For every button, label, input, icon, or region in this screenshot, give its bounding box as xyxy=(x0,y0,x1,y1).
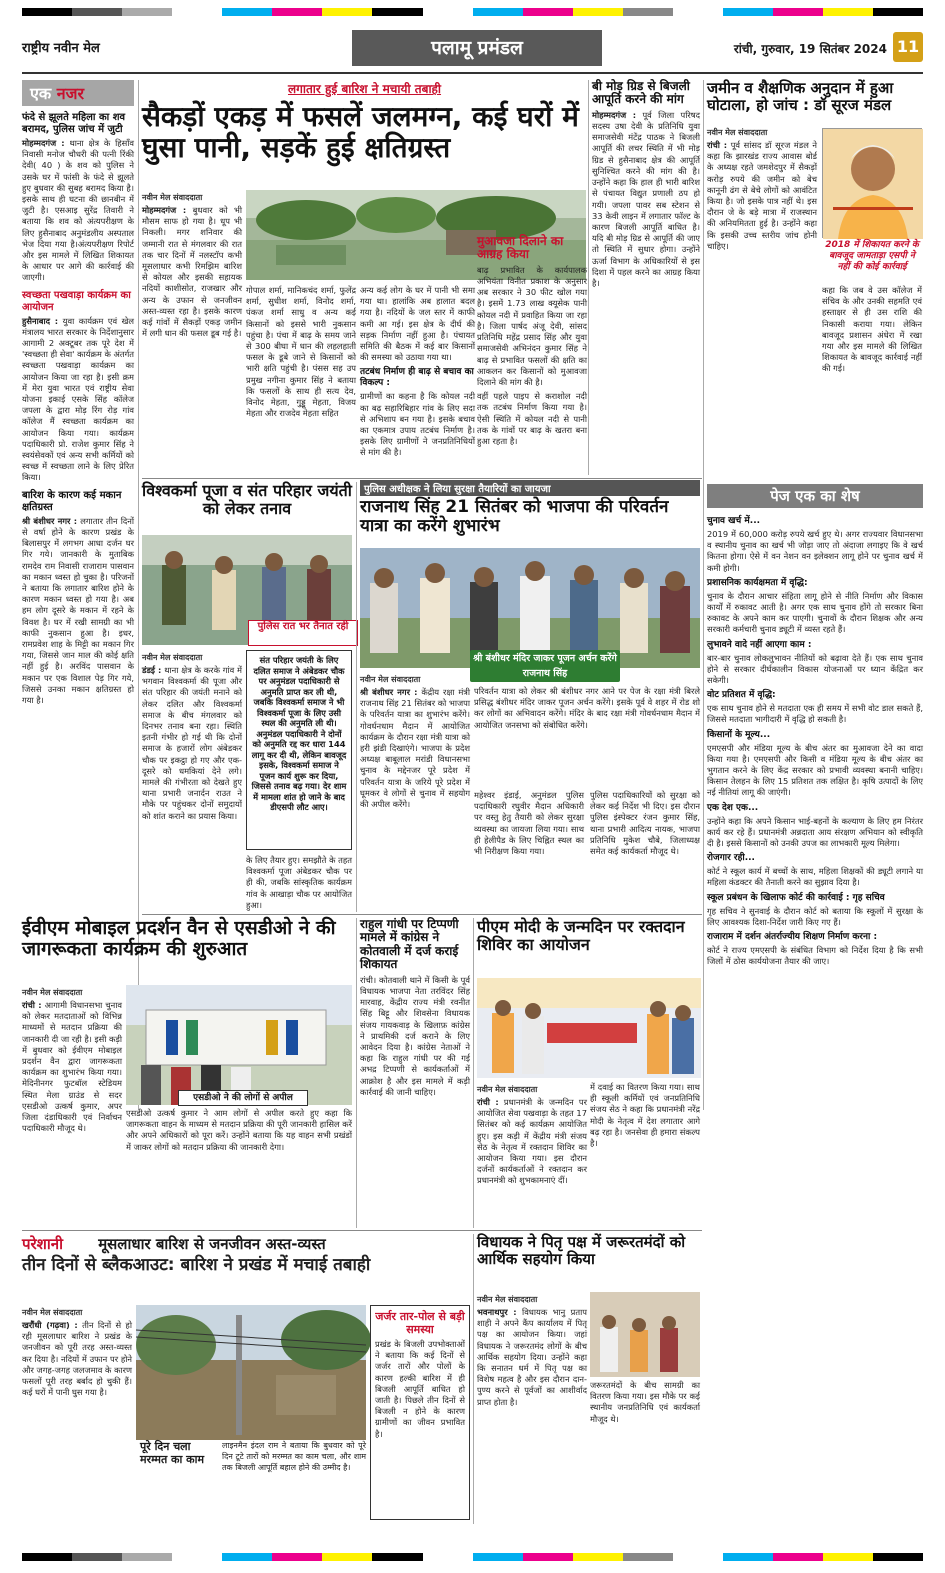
shesh-section-title: लुभावने वादे नहीं आएगा काम : xyxy=(707,639,812,650)
shesh-section-body: 2019 में 60,000 करोड़ रुपये खर्च हुए थे। अगर राज्यवार विधानसभा व स्थानीय चुनाव का खर्च भी जोड़ा जाए तो अंदाजा लगाइए कि वे खर्च कितना होगा। ऐसे में वन नेशन वन इलेक्शन लागू होने पर चुनाव खर्च में कमी होगी। xyxy=(707,529,923,573)
page-ek-shesh-banner: पेज एक का शेष xyxy=(707,484,923,508)
shesh-section-body: एमएसपी और मंडिया मूल्य के बीच अंतर का मुआवजा देने का वादा किया गया है। एमएसपी और किसी व मंडिया मूल्य के बीच अंतर का भुगतान करने के लिए केंद्र सरकार को प्रभावी व्यवस्था बनानी चाहिए। किसान तेलहन के लिए 15 प्रतिशत तक लक्षित है। कृषि उत्पादों के लिए नई नीतियां लागू की जाएंगी। xyxy=(707,742,923,798)
pareshani-kicker: मूसलाधार बारिश से जनजीवन अस्त-व्यस्त xyxy=(98,1235,326,1253)
shesh-section-title: एक देश एक... xyxy=(707,802,759,813)
vishwakarma-col-1: नवीन मेल संवाददाता डंडई : थाना क्षेत्र के करके गांव में भगवान विश्वकर्मा की पूजा और संत परिहार की जयंती मनाने को लेकर दलित और विश्वकर्मा समाज के बीच मंगलवार को दिनभर तनाव बना रहा। स्थिति इतनी गंभीर हो गई थी कि दोनों समाज के हजारों लोग अंबेडकर चौक पर इकट्ठा हो गए और एक-दूसरे को धमकियां देने लगे। मामले की गंभीरता को देखते हुए थाना प्रभारी जनार्दन राउत ने मौके पर पहुंचकर दोनों समुदायों को शांत कराने का प्रयास किया। xyxy=(142,653,242,821)
vishwakarma-col-2: के लिए तैयार हुए। समझौते के तहत विश्वकर्मा पूजा अंबेडकर चौक पर ही की, जबकि सांस्कृतिक कार्यक्रम गांव के आखाड़ा चौक पर आयोजित हुआ। xyxy=(246,855,352,910)
suraj-mandal-photo xyxy=(822,128,922,238)
ek-nazar-body-1: मोहम्मदगंज : थाना क्षेत्र के हिसाँव निवासी मनोज चौधरी की पत्नी रिंकी देवी( 40 ) के शव को पुलिस ने उसके घर में फांसी के फंदे से झूलते हुए बुधवार की सुबह बरामद किया है। इसके साथ ही घटना की छानबीन में जुटी है। एसआइ सुरेंद्र तिवारी ने बताया कि शव को अंत्यपरीक्षण के लिए हुसैनाबाद अनुमंडलीय अस्पताल भेज दिया गया है।अंत्यपरीक्षण रिपोर्ट और इस मामले में लिखित शिकायत के आधार पर आगे की कार्रवाई की जाएगी। xyxy=(22,138,134,283)
shesh-section-body: गृह सचिव ने सुनवाई के दौरान कोर्ट को बताया कि स्कूलों में सुरक्षा के लिए आवश्यक दिशा-निर्देश जारी किए गए हैं। xyxy=(707,905,923,927)
ek-nazar-label: एक नजर xyxy=(22,80,134,106)
modi-col-2: में दवाई का वितरण किया गया। साथ ही स्कूली कर्मियों एवं जनप्रतिनिधि संजय सेठ ने कहा कि प्रधानमंत्री नरेंद्र मोदी के नेतृत्व में देश लगातार आगे बढ़ रहा है। जनसेवा ही हमारा संकल्प है। xyxy=(590,1082,700,1149)
shesh-section-title: प्रशासनिक कार्यक्षमता में वृद्धि: xyxy=(707,577,808,588)
rajnath-headline-block: पुलिस अधीक्षक ने लिया सुरक्षा तैयारियों का जायजा राजनाथ सिंह 21 सितंबर को भाजपा की परिवर्तन यात्रा का करेंगे शुभारंभ xyxy=(360,480,700,550)
jamin-story: जमीन व शैक्षणिक अनुदान में हुआ घोटाला, हो जांच : डॉ सूरज मंडल xyxy=(707,79,894,114)
shesh-section-body: कोर्ट ने स्कूल कार्य में बच्चों के साथ, महिला शिक्षकों की ड्यूटी लगाने या महिला कंडक्टर की तैनाती करने का सुझाव दिया है। xyxy=(707,866,923,888)
shesh-section-body: एक साथ चुनाव होने से मतदाता एक ही समय में सभी वोट डाल सकते हैं, जिससे मतदाता भागीदारी में वृद्धि हो सकती है। xyxy=(707,703,923,725)
modi-col-1: नवीन मेल संवाददाता रांची : प्रधानमंत्री के जन्मदिन पर आयोजित सेवा पखवाड़ा के तहत 17 सितंबर को कई कार्यक्रम आयोजित हुए। इस कड़ी में केंद्रीय मंत्री संजय सेठ के नेतृत्व में रक्तदान शिविर का आयोजन किया गया। इस दौरान दर्जनों कार्यकर्ताओं ने रक्तदान कर प्रधानमंत्री को शुभकामनाएं दीं। xyxy=(477,1085,588,1186)
ek-nazar-body-2: हुसैनाबाद : युवा कार्यक्रम एवं खेल मंत्रालय भारत सरकार के निर्देशानुसार आगामी 2 अक्टूबर तक पूरे देश में 'स्वच्छता ही सेवा' कार्यक्रम के अंतर्गत स्वच्छता पखवाड़ा कार्यक्रम का आयोजन किया जा रहा है। इसी क्रम में मेरा युवा भारत एवं राष्ट्रीय सेवा योजना इकाई एसके सिंह कॉलेज जपला के द्वारा मोड़ रिंग रोड़ गांव कॉलेज मैं स्वच्छता कार्यक्रम का आयोजन किया गया। कार्यक्रम पदाधिकारी प्रो. राजेश कुमार सिंह ने स्वयंसेवकों एवं अन्य सभी कर्मियों को स्वच्छ में स्वच्छता लाने के लिए प्रेरित किया। xyxy=(22,315,134,483)
rajnath-col-3: महेश्वर इंडाई, अनुमंडल पुलिस पदाधिकारी रघुवीर मैदान अधिकारी पर वस्तु हेतु तैयारी को लेकर सुरक्षा व्यवस्था का जायजा लिया गया। साथ ही हेलीपैड के लिए चिह्नित स्थल का भी निरीक्षण किया गया। xyxy=(474,790,584,857)
shesh-section-title: रोजगार रही... xyxy=(707,853,755,864)
dateline: रांची, गुरुवार, 19 सितंबर 2024 xyxy=(733,42,887,56)
vidhayak-photo xyxy=(590,1292,700,1377)
ek-nazar-body-3: श्री बंशीधर नगर : लगातार तीन दिनों से वर्षा होने के कारण प्रखंड के बिलासपुर में लगभग आधा दर्जन घर गिर गये। जानकारी के मुताबिक रामदेव राम निवासी राजाराम पासवान का मकान ध्वस्त हो चुका है। परिजनों ने बताया कि लगातार बारिश होने के कारण मकान ध्वस्त हो गया है। अब हम लोग दूसरे के मकान में रहने के विवश है। घर में रखी सामग्री का भी काफी नुकसान हुआ है। इधर, रामप्रवेश शाह के मिट्टी का मकान गिर गया, जिससे जान माल की कोई क्षति नहीं हुई है। अरविंद पासवान के मकान पर एक विशाल पेड़ गिर गये, जिससे उनका मकान क्षतिग्रस्त हो गया है। xyxy=(22,515,135,705)
vidhayak-headline: विधायक ने पितृ पक्ष में जरूरतमंदों को आर्थिक सहयोग किया xyxy=(477,1233,686,1268)
evm-headline: ईवीएम मोबाइल प्रदर्शन वैन से एसडीओ ने की जागरूकता कार्यक्रम की शुरुआत xyxy=(22,917,336,961)
pareshani-photo-note: लाइनमैन इंदल राम ने बताया कि बुधवार को पूरे दिन टूटे तारों को मरम्मत का काम चला, और शाम तक बिजली आपूर्ति बहाल होने की उम्मीद है। xyxy=(222,1441,366,1473)
evm-photo xyxy=(126,985,352,1105)
shesh-section-body: बार-बार चुनाव लोकलुभावन नीतियों को बढ़ावा देते हैं। एक साथ चुनाव होने से सरकार दीर्घकालीन विकास योजनाओं पर ध्यान केंद्रित कर सकेगी। xyxy=(707,652,923,686)
lead-col-3: अन्य कई लोग के घर में पानी भी समा गया था। हालांकि अब हालात बदल गया है। नदियों के जल स्तर में काफी कमी आ गई। इस क्षेत्र के दीर्घ की सड़क निर्माण नहीं हुआ है। पंचायत समिति की बैठक में कई बार किसानों की समस्या को उठाया गया था। तटबंध निर्माण ही बाढ़ से बचाव का विकल्प : ग्रामीणों का कहना है कि कोयल नदी का बढ़ सहारिबिहार गांव के लिए सदा से अभिशाप बन गया है। इसके बचाव का एकमात्र उपाय तटबंध निर्माण है। इसके लिए ग्रामीणों ने जनप्रतिनिधियों से मांग की है। xyxy=(360,285,475,458)
shesh-section-title: वोट प्रतिशत में वृद्धि: xyxy=(707,690,776,701)
vishwakarma-caption-box: पुलिस रात भर तैनात रही xyxy=(248,620,358,646)
vidhayak-col-2: जरूरतमंदों के बीच सामग्री का वितरण किया गया। इस मौके पर कई स्थानीय जनप्रतिनिधि एवं कार्यकर्ता मौजूद थे। xyxy=(590,1380,700,1424)
pareshani-headline-block xyxy=(22,1234,467,1304)
shesh-section-title: चुनाव खर्च में... xyxy=(707,516,761,526)
evm-col-1: नवीन मेल संवाददाता रांची : आगामी विधानसभा चुनाव को लेकर मतदाताओं को विभिन्न माध्यमों से मतदान प्रक्रिया की जानकारी दी जा रही है। इसी कड़ी में बुधवार को ईवीएम मोबाइल प्रदर्शन वैन द्वारा जागरूकता कार्यक्रम का शुभारंभ किया गया। मेदिनीनगर फुटबॉल स्टेडियम स्थित मेला ग्राउंड से सदर एसडीओ उत्कर्ष कुमार, अपर जिला दंडाधिकारी एवं निर्वाचन पदाधिकारी मौजूद थे। xyxy=(22,988,123,1134)
pareshani-headline: तीन दिनों से ब्लैकआउट: बारिश ने प्रखंड में मचाई तबाही xyxy=(22,1255,371,1275)
bijli-story: बी मोड़ ग्रिड से बिजली आपूर्ति करने की मांग मोहम्मदगंज : पूर्व जिला परिषद सदस्य उषा देवी के प्रतिनिधि युवा समाजसेवी मंटेंद्र पाठक ने बिजली आपूर्ति की लचर स्थिति में भी मोड़ ग्रिड से हुसैनाबाद क्षेत्र की आपूर्ति सुनिश्चित करने की मांग की है। उन्होंने कहा कि हाल ही भारी बारिश से पंचायत विद्युत प्रणाली ठप हो गयी। जपला पावर सब स्टेशन से 33 केवी लाइन में लगातार फॉल्ट के कारण बिजली आपूर्ति बाधित है। यदि बी मोड़ ग्रिड से आपूर्ति की जाए तो स्थिति में सुधार होगा। उन्होंने ऊर्जा विभाग के अधिकारियों से इस दिशा में पहल करने का आग्रह किया है। xyxy=(592,79,700,288)
modi-photo xyxy=(477,978,701,1078)
registration-bar-top xyxy=(22,8,923,16)
lead-headline: सैकड़ों एकड़ में फसलें जलमग्न, कई घरों में घुसा पानी, सड़कें हुई क्षतिग्रस्त xyxy=(142,100,579,165)
pareshani-col-1: नवीन मेल संवाददाता खरौंधी (गढ़वा) : तीन दिनों से हो रही मूसलाधार बारिश ने प्रखंड के जनजीवन को पूरी तरह अस्त-व्यस्त कर दिया है। नदियों में उफान पर होने और जगह-जगह जलजमाव के कारण फसलों पूरी तरह बर्बाद हो चुकी हैं। कई घरों में पानी घुस गया है। xyxy=(22,1308,132,1398)
lead-kicker: लगातार हुई बारिश ने मचायी तबाही xyxy=(287,82,442,96)
rajnath-col-4: पुलिस पदाधिकारियों को सुरक्षा को लेकर कई निर्देश भी दिए। इस दौरान पुलिस इंस्पेक्टर रंजन कुमार सिंह, थाना प्रभारी आदित्य नायक, भाजपा प्रतिनिधि मुकेश चौबे, जिलाध्यक्ष समेत कई कार्यकर्ता मौजूद थे। xyxy=(590,790,700,857)
muaavza-story: मुआवजा दिलाने का आग्रह किया बाढ़ प्रभावित के कार्यपालक अभियंता विनीत प्रकाश के अनुसार अब सरकार ने 30 फीट खोल गया है। इसमें 1.73 लाख क्यूसेक पानी कोयल नदी में प्रवाहित किया जा रहा है। जिला पार्षद अंजू देवी, सांसद प्रतिनिधि महेंद्र प्रसाद सिंह और युवा समाजसेवी अभिनंदन कुमार सिंह ने बाढ़ से प्रभावित फसलों की क्षति का आकलन कर किसानों को मुआवजा दिलाने की मांग की है। वहीं पहले पाइप से कराशोल नदी तक तटबंध निर्माण किया गया है। ऐसी स्थिति में कोयल नदी से पानी तक के गांवों पर बाढ़ के खतरा बना हुआ रहता है। xyxy=(477,234,587,446)
rajnath-col-1: नवीन मेल संवाददाता श्री बंशीधर नगर : केंद्रीय रक्षा मंत्री राजनाथ सिंह 21 सितंबर को भाजपा के परिवर्तन यात्रा का शुभारंभ करेंगे। गोवर्धनधाम मैदान में आयोजित कार्यक्रम के दौरान रक्षा मंत्री यात्रा को हरी झंडी दिखाएंगे। भाजपा के प्रदेश अध्यक्ष बाबूलाल मरांडी विधानसभा चुनाव के मद्देनजर पूरे प्रदेश में परिवर्तन यात्रा के जरिये पूरे प्रदेश में घूमकर वे लोगों से चुनाव में सहयोग की अपील करेंगे। xyxy=(360,675,471,810)
shesh-section-title: स्कूल प्रबंधन के खिलाफ कोर्ट की कार्रवाई : गृह सचिव xyxy=(707,892,885,903)
shesh-section-title: राजाराम में दर्शन अंतर्राज्यीय शिक्षण निर्माण करना : xyxy=(707,932,878,943)
page-ek-shesh-body xyxy=(707,512,923,1522)
jamin-col-1: नवीन मेल संवाददाता रांची : पूर्व सांसद डॉ सूरज मंडल ने कहा कि झारखंड राज्य आवास बोर्ड के अध्यक्ष रहते जमशेदपुर में सैकड़ों करोड़ रुपये की जमीन को बेच कानूनी ढंग से बेचे लोगों को आवंटित किया है। जो इसके पात्र नहीं थे। इस दौरान जे के बड़े मात्रा में राजस्थान की अनियमितता हुई है। उन्होंने कहा कि इसकी उच्च स्तरीय जांच होनी चाहिए। xyxy=(707,128,818,251)
masthead xyxy=(22,30,923,74)
pareshani-label: परेशानी xyxy=(22,1235,63,1253)
ek-nazar-title-3: बारिश के कारण कई मकान क्षतिग्रस्त xyxy=(22,489,122,513)
lead-col-1: नवीन मेल संवाददाता मोहम्मदगंज : बुधवार को भी मौसम साफ हो गया है। धूप भी निकली। मगर शनिवार की जम्मानी रात से मंगलवार की रात तक चार दिनों में नलस्टॉप कभी मूसलाधार कभी रिमझिम बारिश से कोयल और इसकी सहायक नदियों काशीसोत, राजखार और अन्य के उफान से जनजीवन अस्त-व्यस्त रहा है। इसके कारण कई गांवों में सैकड़ों एकड़ जमीन में लगी धान की फसल डूब गई है। xyxy=(142,193,242,339)
jamin-col-2: कहा कि जब वे उस कॉलेज में संचिव के और उनकी सहमति एवं हस्ताक्षर से ही उस राशि की निकासी कराया गया। लेकिन बावजूद प्रशासन अंधेरा में रखा गया और इस मामले की लिखित शिकायत के बावजूद कार्रवाई नहीं की गई। xyxy=(822,285,922,374)
ek-nazar-title-1: फंदे से झूलते महिला का शव बरामद, पुलिस जांच में जुटी xyxy=(22,112,126,135)
jamin-caption: 2018 में शिकायत करने के बावजूद जामताड़ा एसपी ने नहीं की कोई कार्रवाई xyxy=(825,240,919,272)
registration-bar-bottom xyxy=(22,1553,923,1561)
shesh-section-title: किसानों के मूल्य... xyxy=(707,729,771,740)
lead-col-2: गोपाल शर्मा, मानिकचंद शर्मा, फुलेंद्र शर्मा, सुधीश शर्मा, विनोद शर्मा, पंकज शर्मा साधु व अन्य कई किसानों को इससे भारी नुकसान पहुंचा है। पंचा में बाढ़ के समय जाने से 300 बीघा में धान की लहलहाती फसल के डूबे जाने से किसानों को भारी क्षति पहुंची है। पंसस सह उप प्रमुख नगीना कुमार सिंह ने बताया कि फसलों के साथ ही सत्य देव, विनोद मेहता, गुड्डू मेहता, विजय मेहता और राजदेव मेहता सहित xyxy=(246,285,356,419)
shesh-section-body: कोर्ट ने राज्य एमएसपी के संबंधित विभाग को निर्देश दिया है कि सभी जिलों में ठोस कार्ययोजना तैयार की जाए। xyxy=(707,945,923,967)
section-title: पलामू प्रमंडल xyxy=(352,30,602,66)
page-number: 11 xyxy=(893,32,923,62)
pareshani-box: जर्जर तार-पोल से बड़ी समस्या प्रखंड के बिजली उपभोक्ताओं ने बताया कि कई दिनों से जर्जर तारों और पोलों के कारण हल्की बारिश में ही बिजली आपूर्ति बाधित हो जाती है। पिछले तीन दिनों से बिजली न होने के कारण ग्रामीणों का जीवन प्रभावित है। xyxy=(370,1305,470,1520)
rajnath-caption-box: श्री बंशीधर मंदिर जाकर पूजन अर्चन करेंगे राजनाथ सिंह xyxy=(470,650,620,682)
evm-caption-box: एसडीओ ने की लोगों से अपील xyxy=(178,1090,308,1106)
ek-nazar-title-2: स्वच्छता पखवाड़ा कार्यक्रम का आयोजन xyxy=(22,289,131,313)
shesh-section-body: उन्होंने कहा कि अपने किसान भाई-बहनों के कल्याण के लिए हम निरंतर कार्य कर रहे हैं। प्रधानमंत्री अन्नदाता आय संरक्षण अभियान को स्वीकृति दी है। इससे किसानों को उनकी उपज का लाभकारी मूल्य मिलेगा। xyxy=(707,815,923,849)
paper-name: राष्ट्रीय नवीन मेल xyxy=(22,41,100,56)
vishwakarma-info-box: संत परिहार जयंती के लिए दलित समाज ने अंबेडकर चौक पर अनुमंडल पदाधिकारी से अनुमति प्राप्त कर ली थी, जबकि विश्वकर्मा समाज ने भी विश्वकर्मा पूजा के लिए उसी स्थल की अनुमति ली थी। अनुमंडल पदाधिकारी ने दोनों को अनुमति रद्द कर धारा 144 लागू कर दी थी, लेकिन बावजूद इसके, विश्वकर्मा समाज ने पूजन कार्य शुरू कर दिया, जिससे तनाव बढ़ गया। देर शाम में मामला शांत हो जाने के बाद डीएसपी लौट आए। xyxy=(246,650,352,850)
rajnath-col-2: परिवर्तन यात्रा को लेकर श्री बंशीधर नगर आने पर पेज के रक्षा मंत्री बिरले प्रसिद्ध बंशीधर मंदिर जाकर पूजन अर्चन करेंगे। इसके पूर्व वे शहर में रोड शो कर लोगों का अभिवादन करेंगे। मंदिर के बाद रक्षा मंत्री गोवर्धनधाम मैदान में आयोजित जनसभा को संबोधित करेंगे। xyxy=(474,686,700,730)
pareshani-caption: पूरे दिन चला मरम्मत का काम xyxy=(140,1440,205,1466)
shesh-section-body: चुनाव के दौरान आचार संहिता लागू होने से नीति निर्माण और विकास कार्यों में रुकावट आती है। अगर एक साथ चुनाव होंगे तो सरकार बिना रुकावट के अपने काम कर पाएगी। चुनावों के दौरान शिक्षक और अन्य सरकारी कर्मचारी चुनाव ड्यूटी में व्यस्त रहते हैं। xyxy=(707,590,923,635)
rahul-story: राहुल गांधी पर टिप्पणी मामले में कांग्रेस ने कोतवाली में दर्ज कराई शिकायत रांची। कोतवाली थाने में किसी के पूर्व विधायक भाजपा नेता तरविंदर सिंह मारवाह, केंद्रीय राज्य मंत्री रवनीत सिंह बिट्टू और शिवसेना विधायक संजय गायकवाड़ के खिलाफ़ कांग्रेस ने प्राथमिकी दर्ज कराने के लिए आवेदन दिया है। कांग्रेस नेताओं ने कहा कि राहुल गांधी पर की गई अभद्र टिप्पणी से कार्यकर्ताओं में आक्रोश है और इस मामले में कड़ी कार्रवाई की जानी चाहिए। xyxy=(360,917,470,1097)
vidhayak-col-1: नवीन मेल संवाददाता भवनाथपुर : विधायक भानु प्रताप शाही ने अपने कैंप कार्यालय में पितृ पक्ष का आयोजन किया। जहां विधायक ने जरूरतमंद लोगों के बीच आर्थिक सहयोग दिया। उन्होंने कहा कि सनातन धर्म में पितृ पक्ष का विशेष महत्व है और इस दौरान दान-पुण्य करने से पूर्वजों का आशीर्वाद प्राप्त होता है। xyxy=(477,1295,587,1407)
pareshani-photo xyxy=(136,1305,366,1440)
vishwakarma-headline: विश्वकर्मा पूजा व संत परिहार जयंती को लेकर तनाव xyxy=(142,481,352,518)
modi-headline: पीएम मोदी के जन्मदिन पर रक्तदान शिविर का आयोजन xyxy=(477,917,685,954)
evm-col-2: एसडीओ उत्कर्ष कुमार ने आम लोगों से अपील करते हुए कहा कि जागरूकता वाहन के माध्यम से मतदान प्रक्रिया की पूरी जानकारी हासिल करें और अपने अधिकारों को पूरा करें। उन्होंने बताया कि यह वाहन सभी प्रखंडों में जाकर लोगों को मतदान प्रक्रिया की जानकारी देगा। xyxy=(126,1108,352,1152)
